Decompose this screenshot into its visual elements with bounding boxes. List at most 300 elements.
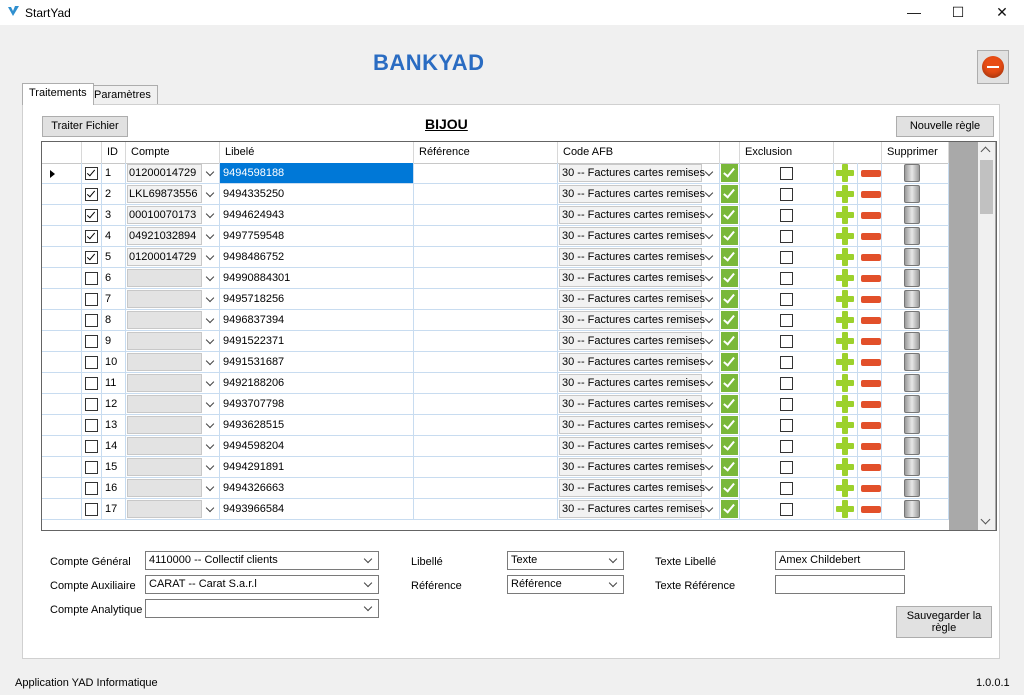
row-delete-cell[interactable] (882, 478, 949, 499)
table-row[interactable] (42, 478, 949, 499)
row-exclusion-cell[interactable] (740, 415, 834, 436)
add-icon[interactable] (836, 206, 854, 224)
row-select-cell[interactable] (82, 268, 102, 289)
row-select-cell[interactable] (82, 415, 102, 436)
table-row[interactable] (42, 268, 949, 289)
table-row[interactable] (42, 205, 949, 226)
exclusion-checkbox[interactable] (780, 377, 793, 390)
row-checkbox[interactable] (85, 398, 98, 411)
row-add-cell[interactable] (834, 310, 858, 331)
row-libele-cell[interactable]: 9495718256 (220, 289, 414, 310)
row-checkbox[interactable] (85, 461, 98, 474)
remove-icon[interactable] (861, 296, 881, 303)
add-icon[interactable] (836, 185, 854, 203)
row-add-cell[interactable] (834, 478, 858, 499)
add-icon[interactable] (836, 164, 854, 182)
delete-icon[interactable] (904, 353, 920, 371)
row-code-afb-select[interactable] (558, 478, 720, 499)
row-libele-cell[interactable]: 9493707798 (220, 394, 414, 415)
remove-icon[interactable] (861, 233, 881, 240)
add-icon[interactable] (836, 458, 854, 476)
row-libele-cell[interactable]: 9491531687 (220, 352, 414, 373)
delete-icon[interactable] (904, 416, 920, 434)
row-header[interactable] (42, 163, 82, 184)
row-checkbox[interactable] (85, 377, 98, 390)
exclusion-checkbox[interactable] (780, 335, 793, 348)
row-reference-cell[interactable] (414, 499, 558, 520)
delete-icon[interactable] (904, 206, 920, 224)
row-libele-cell[interactable]: 9496837394 (220, 310, 414, 331)
row-compte-select[interactable] (126, 289, 220, 310)
row-delete-cell[interactable] (882, 184, 949, 205)
row-compte-select[interactable] (126, 478, 220, 499)
row-select-cell[interactable] (82, 394, 102, 415)
reference-select[interactable] (507, 575, 624, 594)
checkmark-icon[interactable] (721, 458, 738, 476)
table-row[interactable] (42, 331, 949, 352)
exclusion-checkbox[interactable] (780, 209, 793, 222)
row-reference-cell[interactable] (414, 478, 558, 499)
row-libele-cell[interactable]: 94990884301 (220, 268, 414, 289)
exclusion-checkbox[interactable] (780, 167, 793, 180)
row-reference-cell[interactable] (414, 226, 558, 247)
compte-auxiliaire-select[interactable] (145, 575, 379, 594)
row-delete-cell[interactable] (882, 268, 949, 289)
row-libele-cell[interactable]: 9494598188 (220, 163, 414, 184)
exclusion-checkbox[interactable] (780, 230, 793, 243)
checkmark-icon[interactable] (721, 290, 738, 308)
row-validate-cell[interactable] (720, 184, 740, 205)
row-compte-select[interactable] (126, 499, 220, 520)
row-delete-cell[interactable] (882, 247, 949, 268)
row-code-afb-select[interactable] (558, 352, 720, 373)
checkmark-icon[interactable] (721, 500, 738, 518)
minimize-button[interactable] (891, 0, 937, 25)
row-header[interactable] (42, 394, 82, 415)
row-add-cell[interactable] (834, 163, 858, 184)
row-remove-cell[interactable] (858, 499, 882, 520)
row-remove-cell[interactable] (858, 415, 882, 436)
remove-icon[interactable] (861, 275, 881, 282)
row-compte-select[interactable] (126, 352, 220, 373)
row-select-cell[interactable] (82, 331, 102, 352)
row-checkbox[interactable] (85, 167, 98, 180)
row-compte-select[interactable] (126, 226, 220, 247)
process-file-button[interactable]: Traiter Fichier (42, 116, 128, 137)
row-validate-cell[interactable] (720, 163, 740, 184)
tab-parametres[interactable]: Paramètres (87, 85, 158, 104)
row-add-cell[interactable] (834, 205, 858, 226)
exclusion-checkbox[interactable] (780, 482, 793, 495)
row-checkbox[interactable] (85, 419, 98, 432)
row-code-afb-select[interactable] (558, 331, 720, 352)
row-validate-cell[interactable] (720, 436, 740, 457)
row-exclusion-cell[interactable] (740, 184, 834, 205)
row-reference-cell[interactable] (414, 331, 558, 352)
row-code-afb-select[interactable] (558, 415, 720, 436)
checkmark-icon[interactable] (721, 206, 738, 224)
texte-libele-input[interactable]: Amex Childebert (775, 551, 905, 570)
row-code-afb-select[interactable] (558, 373, 720, 394)
row-select-cell[interactable] (82, 226, 102, 247)
remove-icon[interactable] (861, 485, 881, 492)
row-libele-cell[interactable]: 9492188206 (220, 373, 414, 394)
row-code-afb-select[interactable] (558, 310, 720, 331)
delete-icon[interactable] (904, 458, 920, 476)
checkmark-icon[interactable] (721, 353, 738, 371)
row-add-cell[interactable] (834, 289, 858, 310)
vertical-scrollbar[interactable] (949, 142, 996, 530)
row-libele-cell[interactable]: 9498486752 (220, 247, 414, 268)
exclusion-checkbox[interactable] (780, 188, 793, 201)
row-header[interactable] (42, 205, 82, 226)
row-code-afb-select[interactable] (558, 457, 720, 478)
remove-icon[interactable] (861, 380, 881, 387)
row-remove-cell[interactable] (858, 331, 882, 352)
row-checkbox[interactable] (85, 272, 98, 285)
row-remove-cell[interactable] (858, 394, 882, 415)
delete-icon[interactable] (904, 164, 920, 182)
row-validate-cell[interactable] (720, 289, 740, 310)
checkmark-icon[interactable] (721, 479, 738, 497)
table-row[interactable] (42, 415, 949, 436)
row-delete-cell[interactable] (882, 436, 949, 457)
exclusion-checkbox[interactable] (780, 293, 793, 306)
header-reference[interactable]: Référence (414, 142, 558, 163)
row-checkbox[interactable] (85, 209, 98, 222)
row-validate-cell[interactable] (720, 457, 740, 478)
add-icon[interactable] (836, 269, 854, 287)
row-select-cell[interactable] (82, 499, 102, 520)
checkmark-icon[interactable] (721, 416, 738, 434)
add-icon[interactable] (836, 311, 854, 329)
row-reference-cell[interactable] (414, 310, 558, 331)
row-reference-cell[interactable] (414, 457, 558, 478)
header-compte[interactable]: Compte (126, 142, 220, 163)
row-compte-select[interactable] (126, 184, 220, 205)
add-icon[interactable] (836, 416, 854, 434)
checkmark-icon[interactable] (721, 227, 738, 245)
table-row[interactable] (42, 457, 949, 478)
row-reference-cell[interactable] (414, 415, 558, 436)
tab-traitements[interactable]: Traitements (22, 83, 94, 105)
row-code-afb-select[interactable] (558, 247, 720, 268)
new-rule-button[interactable]: Nouvelle règle (896, 116, 994, 137)
row-remove-cell[interactable] (858, 163, 882, 184)
row-compte-select[interactable] (126, 163, 220, 184)
exclusion-checkbox[interactable] (780, 356, 793, 369)
add-icon[interactable] (836, 248, 854, 266)
row-add-cell[interactable] (834, 184, 858, 205)
row-code-afb-select[interactable] (558, 205, 720, 226)
exclusion-checkbox[interactable] (780, 461, 793, 474)
table-row[interactable] (42, 310, 949, 331)
exit-button[interactable] (977, 50, 1009, 84)
row-code-afb-select[interactable] (558, 394, 720, 415)
row-code-afb-select[interactable] (558, 163, 720, 184)
row-exclusion-cell[interactable] (740, 373, 834, 394)
checkmark-icon[interactable] (721, 395, 738, 413)
row-checkbox[interactable] (85, 314, 98, 327)
row-exclusion-cell[interactable] (740, 247, 834, 268)
table-row[interactable] (42, 436, 949, 457)
add-icon[interactable] (836, 395, 854, 413)
row-add-cell[interactable] (834, 268, 858, 289)
table-row[interactable] (42, 247, 949, 268)
row-compte-select[interactable] (126, 373, 220, 394)
checkmark-icon[interactable] (721, 185, 738, 203)
row-delete-cell[interactable] (882, 163, 949, 184)
row-validate-cell[interactable] (720, 373, 740, 394)
row-add-cell[interactable] (834, 373, 858, 394)
row-validate-cell[interactable] (720, 415, 740, 436)
remove-icon[interactable] (861, 401, 881, 408)
add-icon[interactable] (836, 437, 854, 455)
row-reference-cell[interactable] (414, 268, 558, 289)
row-header[interactable] (42, 415, 82, 436)
row-compte-select[interactable] (126, 247, 220, 268)
add-icon[interactable] (836, 479, 854, 497)
row-libele-cell[interactable]: 9494326663 (220, 478, 414, 499)
row-exclusion-cell[interactable] (740, 436, 834, 457)
row-select-cell[interactable] (82, 247, 102, 268)
row-select-cell[interactable] (82, 436, 102, 457)
delete-icon[interactable] (904, 311, 920, 329)
row-remove-cell[interactable] (858, 436, 882, 457)
row-libele-cell[interactable]: 9493628515 (220, 415, 414, 436)
row-remove-cell[interactable] (858, 226, 882, 247)
row-reference-cell[interactable] (414, 352, 558, 373)
row-add-cell[interactable] (834, 415, 858, 436)
header-supprimer[interactable]: Supprimer (882, 142, 949, 163)
add-icon[interactable] (836, 500, 854, 518)
row-checkbox[interactable] (85, 188, 98, 201)
row-validate-cell[interactable] (720, 226, 740, 247)
row-validate-cell[interactable] (720, 310, 740, 331)
row-remove-cell[interactable] (858, 247, 882, 268)
delete-icon[interactable] (904, 395, 920, 413)
row-exclusion-cell[interactable] (740, 457, 834, 478)
row-checkbox[interactable] (85, 503, 98, 516)
row-libele-cell[interactable]: 9494598204 (220, 436, 414, 457)
remove-icon[interactable] (861, 254, 881, 261)
row-remove-cell[interactable] (858, 184, 882, 205)
delete-icon[interactable] (904, 479, 920, 497)
compte-general-select[interactable] (145, 551, 379, 570)
row-remove-cell[interactable] (858, 373, 882, 394)
remove-icon[interactable] (861, 506, 881, 513)
add-icon[interactable] (836, 290, 854, 308)
remove-icon[interactable] (861, 464, 881, 471)
row-select-cell[interactable] (82, 352, 102, 373)
add-icon[interactable] (836, 374, 854, 392)
row-select-cell[interactable] (82, 163, 102, 184)
row-compte-select[interactable] (126, 310, 220, 331)
header-code-afb[interactable]: Code AFB (558, 142, 720, 163)
row-add-cell[interactable] (834, 247, 858, 268)
remove-icon[interactable] (861, 317, 881, 324)
row-delete-cell[interactable] (882, 373, 949, 394)
row-validate-cell[interactable] (720, 352, 740, 373)
scrollbar-track[interactable] (978, 142, 995, 530)
row-select-cell[interactable] (82, 373, 102, 394)
row-reference-cell[interactable] (414, 289, 558, 310)
row-header[interactable] (42, 331, 82, 352)
row-select-cell[interactable] (82, 289, 102, 310)
row-remove-cell[interactable] (858, 457, 882, 478)
texte-reference-input[interactable] (775, 575, 905, 594)
remove-icon[interactable] (861, 212, 881, 219)
row-header[interactable] (42, 247, 82, 268)
row-code-afb-select[interactable] (558, 268, 720, 289)
row-checkbox[interactable] (85, 440, 98, 453)
row-compte-select[interactable] (126, 415, 220, 436)
row-compte-select[interactable] (126, 457, 220, 478)
exclusion-checkbox[interactable] (780, 440, 793, 453)
row-reference-cell[interactable] (414, 184, 558, 205)
row-libele-cell[interactable]: 9497759548 (220, 226, 414, 247)
checkmark-icon[interactable] (721, 164, 738, 182)
row-validate-cell[interactable] (720, 331, 740, 352)
row-select-cell[interactable] (82, 205, 102, 226)
row-add-cell[interactable] (834, 394, 858, 415)
exclusion-checkbox[interactable] (780, 272, 793, 285)
scrollbar-thumb[interactable] (980, 160, 993, 214)
row-checkbox[interactable] (85, 251, 98, 264)
exclusion-checkbox[interactable] (780, 398, 793, 411)
row-compte-select[interactable] (126, 205, 220, 226)
exclusion-checkbox[interactable] (780, 419, 793, 432)
row-libele-cell[interactable]: 9494291891 (220, 457, 414, 478)
row-reference-cell[interactable] (414, 205, 558, 226)
row-exclusion-cell[interactable] (740, 394, 834, 415)
table-row[interactable] (42, 394, 949, 415)
header-libele[interactable]: Libelé (220, 142, 414, 163)
scroll-up-icon[interactable] (981, 147, 991, 157)
row-add-cell[interactable] (834, 331, 858, 352)
row-select-cell[interactable] (82, 184, 102, 205)
row-exclusion-cell[interactable] (740, 226, 834, 247)
table-row[interactable] (42, 373, 949, 394)
delete-icon[interactable] (904, 227, 920, 245)
row-add-cell[interactable] (834, 436, 858, 457)
row-header[interactable] (42, 289, 82, 310)
row-delete-cell[interactable] (882, 226, 949, 247)
row-code-afb-select[interactable] (558, 499, 720, 520)
row-reference-cell[interactable] (414, 163, 558, 184)
row-header[interactable] (42, 352, 82, 373)
table-row[interactable] (42, 352, 949, 373)
row-select-cell[interactable] (82, 478, 102, 499)
row-add-cell[interactable] (834, 457, 858, 478)
row-validate-cell[interactable] (720, 478, 740, 499)
row-reference-cell[interactable] (414, 373, 558, 394)
add-icon[interactable] (836, 227, 854, 245)
checkmark-icon[interactable] (721, 248, 738, 266)
row-exclusion-cell[interactable] (740, 310, 834, 331)
row-remove-cell[interactable] (858, 352, 882, 373)
row-validate-cell[interactable] (720, 205, 740, 226)
close-window-button[interactable] (979, 0, 1024, 25)
remove-icon[interactable] (861, 443, 881, 450)
row-reference-cell[interactable] (414, 394, 558, 415)
row-code-afb-select[interactable] (558, 289, 720, 310)
row-compte-select[interactable] (126, 331, 220, 352)
libele-select[interactable] (507, 551, 624, 570)
row-add-cell[interactable] (834, 226, 858, 247)
row-exclusion-cell[interactable] (740, 499, 834, 520)
delete-icon[interactable] (904, 332, 920, 350)
row-delete-cell[interactable] (882, 394, 949, 415)
remove-icon[interactable] (861, 338, 881, 345)
row-header[interactable] (42, 436, 82, 457)
table-row[interactable] (42, 184, 949, 205)
delete-icon[interactable] (904, 248, 920, 266)
save-rule-button[interactable] (896, 606, 992, 638)
delete-icon[interactable] (904, 269, 920, 287)
row-delete-cell[interactable] (882, 310, 949, 331)
compte-analytique-select[interactable] (145, 599, 379, 618)
row-header[interactable] (42, 478, 82, 499)
row-compte-select[interactable] (126, 436, 220, 457)
row-header[interactable] (42, 457, 82, 478)
delete-icon[interactable] (904, 437, 920, 455)
add-icon[interactable] (836, 332, 854, 350)
row-checkbox[interactable] (85, 356, 98, 369)
row-checkbox[interactable] (85, 293, 98, 306)
row-validate-cell[interactable] (720, 247, 740, 268)
row-header[interactable] (42, 184, 82, 205)
row-code-afb-select[interactable] (558, 184, 720, 205)
row-exclusion-cell[interactable] (740, 163, 834, 184)
row-header[interactable] (42, 268, 82, 289)
remove-icon[interactable] (861, 191, 881, 198)
table-row[interactable] (42, 163, 949, 184)
row-checkbox[interactable] (85, 482, 98, 495)
remove-icon[interactable] (861, 170, 881, 177)
row-validate-cell[interactable] (720, 268, 740, 289)
header-exclusion[interactable]: Exclusion (740, 142, 834, 163)
row-remove-cell[interactable] (858, 478, 882, 499)
row-remove-cell[interactable] (858, 268, 882, 289)
delete-icon[interactable] (904, 374, 920, 392)
row-libele-cell[interactable]: 9494624943 (220, 205, 414, 226)
rules-grid[interactable] (41, 141, 997, 531)
delete-icon[interactable] (904, 500, 920, 518)
row-exclusion-cell[interactable] (740, 268, 834, 289)
row-checkbox[interactable] (85, 335, 98, 348)
row-compte-select[interactable] (126, 394, 220, 415)
row-reference-cell[interactable] (414, 247, 558, 268)
checkmark-icon[interactable] (721, 311, 738, 329)
row-delete-cell[interactable] (882, 457, 949, 478)
row-delete-cell[interactable] (882, 331, 949, 352)
row-header[interactable] (42, 226, 82, 247)
row-exclusion-cell[interactable] (740, 205, 834, 226)
header-id[interactable]: ID (102, 142, 126, 163)
row-header[interactable] (42, 310, 82, 331)
row-compte-select[interactable] (126, 268, 220, 289)
exclusion-checkbox[interactable] (780, 251, 793, 264)
row-header[interactable] (42, 499, 82, 520)
row-remove-cell[interactable] (858, 289, 882, 310)
row-delete-cell[interactable] (882, 352, 949, 373)
row-exclusion-cell[interactable] (740, 289, 834, 310)
remove-icon[interactable] (861, 422, 881, 429)
row-select-cell[interactable] (82, 310, 102, 331)
row-delete-cell[interactable] (882, 289, 949, 310)
row-exclusion-cell[interactable] (740, 478, 834, 499)
